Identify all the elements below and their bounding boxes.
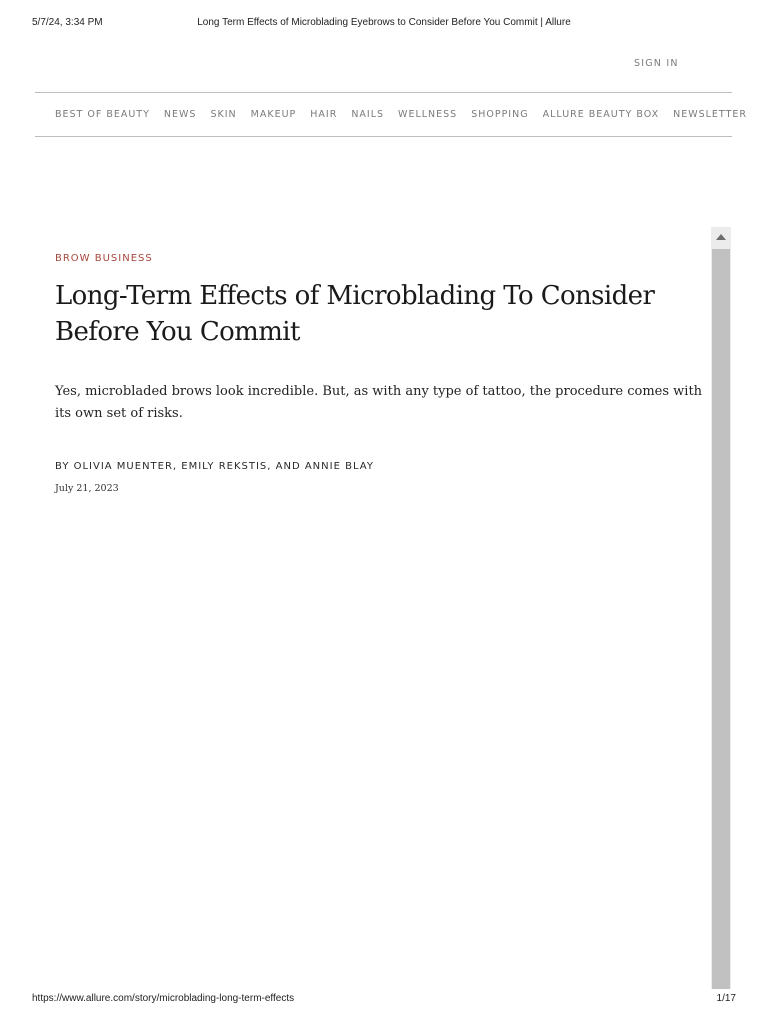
nav-list xyxy=(35,93,747,136)
nav-item-allure-beauty-box[interactable]: ALLURE BEAUTY BOX xyxy=(542,109,660,120)
nav-item-makeup[interactable]: MAKEUP xyxy=(250,109,297,120)
main-nav xyxy=(35,92,747,137)
article-byline: BY OLIVIA MUENTER, EMILY REKSTIS, AND ANNIE BLAY xyxy=(55,461,374,472)
scrollbar-thumb[interactable] xyxy=(712,249,730,989)
nav-item-newsletter[interactable]: NEWSLETTER xyxy=(673,109,747,120)
nav-item-best-of-beauty[interactable]: BEST OF BEAUTY xyxy=(55,109,150,120)
article-headline: Long-Term Effects of Microblading To Consider Before You Commit xyxy=(55,281,655,347)
nav-item-hair[interactable]: HAIR xyxy=(310,109,338,120)
print-datetime: 5/7/24, 3:34 PM xyxy=(32,17,103,28)
nav-item-shopping[interactable]: SHOPPING xyxy=(471,109,529,120)
nav-item-wellness[interactable]: WELLNESS xyxy=(398,109,458,120)
nav-item-nails[interactable]: NAILS xyxy=(351,109,385,120)
article-publish-date: July 21, 2023 xyxy=(55,483,119,494)
sign-in-link[interactable]: SIGN IN xyxy=(634,58,679,69)
scroll-up-arrow-icon[interactable] xyxy=(711,227,731,247)
scrollbar[interactable] xyxy=(711,227,731,989)
print-header xyxy=(0,17,768,31)
nav-item-skin[interactable]: SKIN xyxy=(210,109,237,120)
nav-item-news[interactable]: NEWS xyxy=(163,109,197,120)
print-footer xyxy=(0,993,768,1007)
print-url: https://www.allure.com/story/microblading-long-term-effects xyxy=(32,993,295,1004)
article-dek: Yes, microbladed brows look incredible. But, as with any type of tattoo, the procedure comes with its own set of risks. xyxy=(55,384,703,421)
print-page-title: Long Term Effects of Microblading Eyebrows to Consider Before You Commit | Allure xyxy=(197,17,571,28)
article-rubric-link[interactable]: BROW BUSINESS xyxy=(55,253,153,264)
print-page-number: 1/17 xyxy=(716,993,736,1004)
